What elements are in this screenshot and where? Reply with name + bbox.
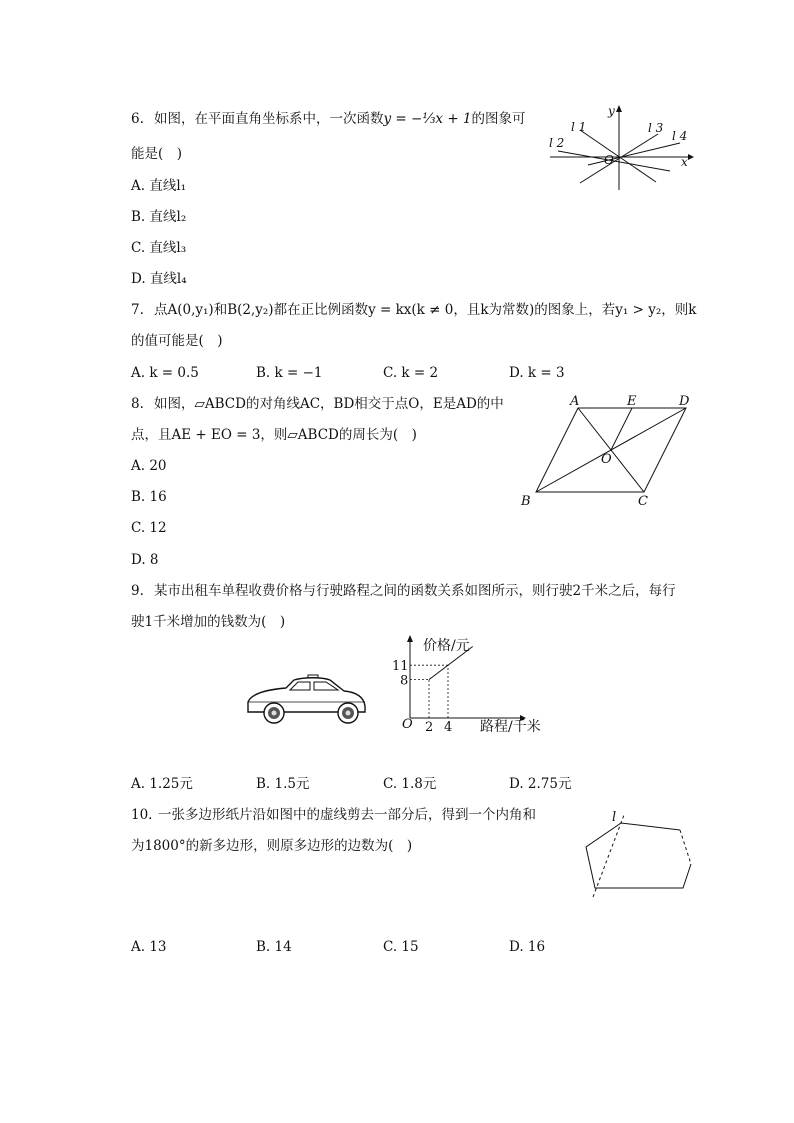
- q9-number: 9.: [131, 583, 144, 599]
- x-tick-label-4: 4: [444, 720, 453, 735]
- q10-text-line2: 为1800°的新多边形，则原多边形的边数为( ): [131, 838, 413, 854]
- q8-option-a[interactable]: A. 20: [131, 458, 167, 474]
- y-tick-label-8: 8: [400, 673, 409, 689]
- q10-option-b[interactable]: B. 14: [256, 939, 292, 955]
- line-l1-label: l 1: [571, 120, 587, 134]
- q8-option-c[interactable]: C. 12: [131, 520, 167, 536]
- q6-text-b: 的图象可: [471, 111, 526, 127]
- q10-option-c[interactable]: C. 15: [383, 939, 419, 955]
- line-l2-label: l 2: [549, 136, 565, 150]
- x-axis-label: x: [681, 155, 688, 169]
- vertex-b-label: B: [521, 494, 531, 509]
- q7-number: 7.: [131, 302, 144, 318]
- q9-option-b[interactable]: B. 1.5元: [256, 776, 310, 792]
- line-l3-label: l 3: [648, 121, 664, 135]
- q7-option-a[interactable]: A. k = 0.5: [131, 365, 199, 381]
- q10-option-d[interactable]: D. 16: [509, 939, 546, 955]
- q6-option-d[interactable]: D. 直线l₄: [131, 271, 187, 287]
- y-tick-label-11: 11: [392, 659, 409, 675]
- q7-option-b[interactable]: B. k = −1: [256, 365, 323, 381]
- q8-number: 8.: [131, 396, 144, 412]
- vertex-d-label: D: [679, 394, 690, 409]
- q9-text-line1: 某市出租车单程收费价格与行驶路程之间的函数关系如图所示，则行驶2千米之后，每行: [154, 583, 676, 599]
- q9-price-chart: [390, 630, 560, 740]
- q8-option-b[interactable]: B. 16: [131, 489, 167, 505]
- q6-coordinate-figure: [540, 100, 700, 195]
- taxi-illustration: [244, 672, 370, 728]
- q7-text-line1: 点A(0,y₁)和B(2,y₂)都在正比例函数y = kx(k ≠ 0，且k为常数)的图象上，若y₁ > y₂，则k: [154, 302, 697, 318]
- q6-option-a[interactable]: A. 直线l₁: [131, 178, 187, 194]
- q10-number: 10.: [131, 807, 153, 823]
- chart-x-label: 路程/千米: [480, 719, 541, 735]
- q6-number: 6.: [131, 111, 144, 127]
- q10-text-line1: 一张多边形纸片沿如图中的虚线剪去一部分后，得到一个内角和: [158, 807, 536, 823]
- point-e-label: E: [627, 394, 637, 409]
- cut-line-l-label: l: [612, 810, 617, 825]
- q7-option-d[interactable]: D. k = 3: [509, 365, 565, 381]
- q6-option-c[interactable]: C. 直线l₃: [131, 240, 187, 256]
- y-axis-label: y: [608, 104, 615, 118]
- q10-option-a[interactable]: A. 13: [131, 939, 167, 955]
- vertex-c-label: C: [638, 494, 648, 509]
- q6-formula: y = −⅓x + 1: [383, 111, 472, 127]
- q9-option-c[interactable]: C. 1.8元: [383, 776, 437, 792]
- chart-origin-label: O: [402, 717, 413, 732]
- q9-option-a[interactable]: A. 1.25元: [131, 776, 193, 792]
- q8-text-line2: 点，且AE + EO = 3，则▱ABCD的周长为( ): [131, 427, 417, 443]
- q8-parallelogram-figure: [515, 390, 695, 510]
- line-l4-label: l 4: [672, 129, 688, 143]
- q9-text-line2: 驶1千米增加的钱数为( ): [131, 614, 286, 630]
- vertex-a-label: A: [570, 394, 580, 409]
- q6-text-line1: [154, 110, 526, 128]
- chart-y-label: 价格/元: [423, 638, 470, 654]
- x-tick-label-2: 2: [425, 720, 434, 735]
- q8-option-d[interactable]: D. 8: [131, 552, 159, 568]
- q10-polygon-figure: [578, 805, 698, 900]
- q6-text-a: 如图，在平面直角坐标系中，一次函数: [154, 111, 384, 127]
- q7-option-c[interactable]: C. k = 2: [383, 365, 439, 381]
- q7-text-line2: 的值可能是( ): [131, 333, 223, 349]
- q6-option-b[interactable]: B. 直线l₂: [131, 209, 187, 225]
- point-o-label: O: [601, 452, 612, 467]
- origin-label: O: [604, 153, 614, 167]
- q6-text-line2: 能是( ): [131, 146, 183, 162]
- q8-text-line1: 如图，▱ABCD的对角线AC，BD相交于点O，E是AD的中: [154, 396, 504, 412]
- q9-option-d[interactable]: D. 2.75元: [509, 776, 572, 792]
